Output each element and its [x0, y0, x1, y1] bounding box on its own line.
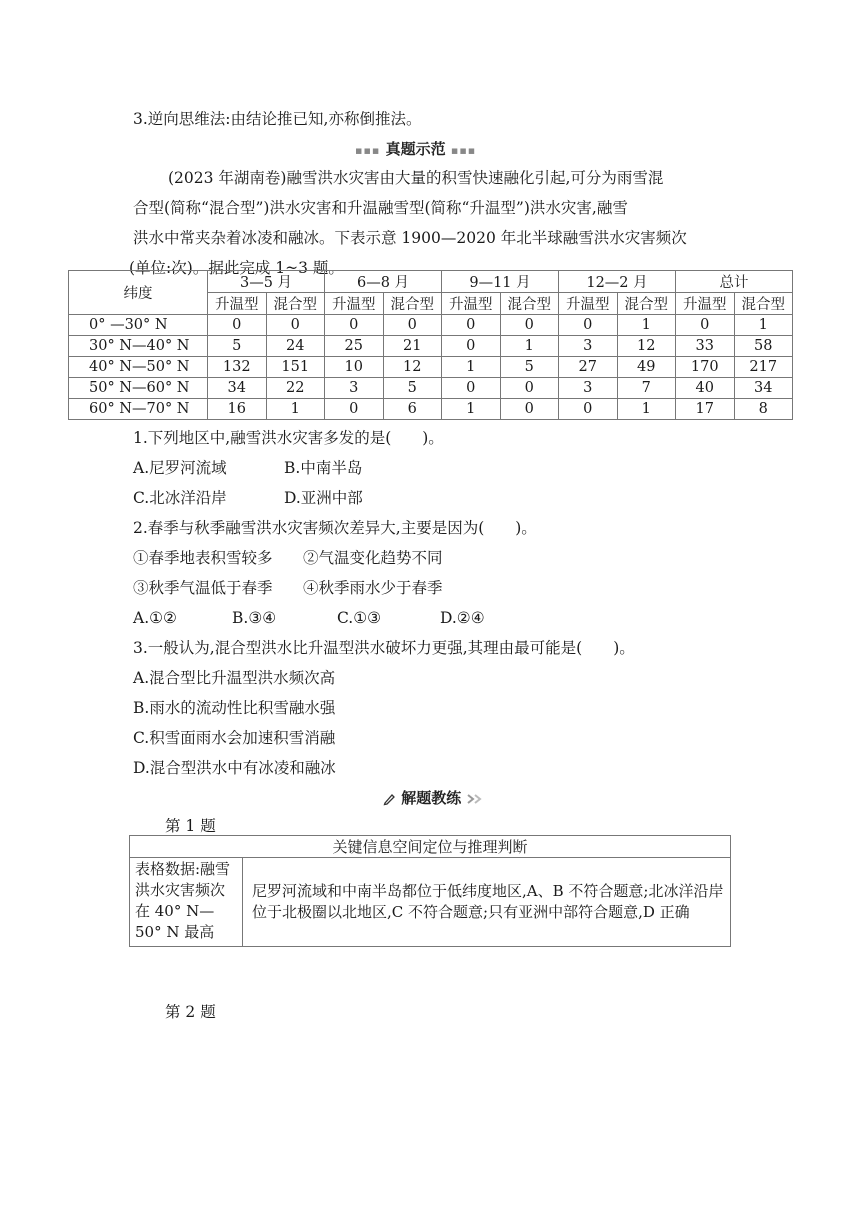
chevron-right-icon	[466, 789, 484, 807]
frequency-cell: 0	[325, 315, 384, 336]
frequency-cell: 1	[617, 399, 676, 420]
q3-stem: 3.一般认为,混合型洪水比升温型洪水破坏力更强,其理由最可能是( )。	[133, 639, 635, 657]
frequency-cell: 170	[676, 357, 735, 378]
q1-option-d[interactable]: D.亚洲中部	[284, 489, 363, 507]
frequency-cell: 0	[266, 315, 325, 336]
frequency-cell: 3	[325, 378, 384, 399]
key-info-table	[129, 835, 731, 947]
frequency-cell: 12	[617, 336, 676, 357]
section-header-jieti	[382, 787, 484, 809]
frequency-cell: 8	[734, 399, 793, 420]
frequency-cell: 0	[442, 378, 501, 399]
q1-option-a[interactable]: A.尼罗河流域	[133, 459, 227, 477]
table-row	[69, 399, 793, 420]
q3-option-a[interactable]: A.混合型比升温型洪水频次高	[133, 669, 336, 687]
latitude-cell: 50° N—60° N	[69, 378, 208, 399]
season-header: 3—5 月	[208, 271, 325, 293]
frequency-cell: 58	[734, 336, 793, 357]
season-header: 总计	[676, 271, 793, 293]
q2-option-c[interactable]: C.①③	[337, 609, 382, 627]
sub-question-2-label: 第 2 题	[165, 1003, 216, 1021]
frequency-cell: 34	[734, 378, 793, 399]
q2-stem: 2.春季与秋季融雪洪水灾害频次差异大,主要是因为( )。	[133, 519, 537, 537]
frequency-cell: 5	[500, 357, 559, 378]
frequency-cell: 0	[500, 315, 559, 336]
type-header: 混合型	[383, 293, 442, 315]
type-header: 混合型	[617, 293, 676, 315]
type-header: 升温型	[208, 293, 267, 315]
paragraph-line: (2023 年湖南卷)融雪洪水灾害由大量的积雪快速融化引起,可分为雨雪混	[168, 169, 664, 187]
q2-statement-4: ④秋季雨水少于春季	[303, 579, 443, 597]
frequency-cell: 151	[266, 357, 325, 378]
q2-option-d[interactable]: D.②④	[440, 609, 485, 627]
type-header: 升温型	[442, 293, 501, 315]
frequency-cell: 6	[383, 399, 442, 420]
frequency-cell: 24	[266, 336, 325, 357]
q1-stem: 1.下列地区中,融雪洪水灾害多发的是( )。	[133, 429, 444, 447]
frequency-cell: 27	[559, 357, 618, 378]
frequency-cell: 0	[383, 315, 442, 336]
left-dots-decoration: ▪▪▪	[355, 144, 381, 157]
frequency-cell: 1	[617, 315, 676, 336]
q2-statement-3: ③秋季气温低于春季	[133, 579, 273, 597]
frequency-cell: 5	[383, 378, 442, 399]
latitude-cell: 60° N—70° N	[69, 399, 208, 420]
frequency-cell: 25	[325, 336, 384, 357]
frequency-cell: 7	[617, 378, 676, 399]
frequency-cell: 49	[617, 357, 676, 378]
type-header: 混合型	[266, 293, 325, 315]
frequency-cell: 10	[325, 357, 384, 378]
frequency-cell: 1	[734, 315, 793, 336]
frequency-cell: 0	[500, 378, 559, 399]
latitude-header: 纬度	[69, 271, 208, 315]
frequency-cell: 1	[442, 399, 501, 420]
frequency-cell: 0	[500, 399, 559, 420]
frequency-cell: 1	[500, 336, 559, 357]
table-row	[69, 315, 793, 336]
info-table-right-cell: 尼罗河流域和中南半岛都位于低纬度地区,A、B 不符合题意;北冰洋沿岸位于北极圈以北地区,C 不符合题意;只有亚洲中部符合题意,D 正确	[243, 858, 731, 947]
right-dots-decoration: ▪▪▪	[450, 144, 477, 157]
frequency-cell: 0	[442, 315, 501, 336]
frequency-cell: 17	[676, 399, 735, 420]
type-header: 升温型	[559, 293, 618, 315]
season-header: 9—11 月	[442, 271, 559, 293]
frequency-cell: 3	[559, 378, 618, 399]
flood-frequency-table	[68, 270, 793, 420]
table-row	[69, 336, 793, 357]
type-header: 升温型	[325, 293, 384, 315]
paragraph-line: 洪水中常夹杂着冰凌和融冰。下表示意 1900—2020 年北半球融雪洪水灾害频次	[133, 229, 687, 247]
frequency-cell: 0	[559, 399, 618, 420]
season-header: 12—2 月	[559, 271, 676, 293]
latitude-cell: 40° N—50° N	[69, 357, 208, 378]
frequency-cell: 16	[208, 399, 267, 420]
table-row	[69, 378, 793, 399]
q3-option-b[interactable]: B.雨水的流动性比积雪融水强	[133, 699, 336, 717]
latitude-cell: 0° —30° N	[69, 315, 208, 336]
frequency-cell: 1	[442, 357, 501, 378]
frequency-cell: 132	[208, 357, 267, 378]
info-table-header: 关键信息空间定位与推理判断	[130, 836, 731, 858]
frequency-cell: 3	[559, 336, 618, 357]
intro-line: 3.逆向思维法:由结论推已知,亦称倒推法。	[133, 110, 422, 128]
frequency-cell: 0	[442, 336, 501, 357]
sub-question-1-label: 第 1 题	[165, 817, 216, 835]
q2-statement-2: ②气温变化趋势不同	[303, 549, 443, 567]
type-header: 混合型	[500, 293, 559, 315]
frequency-cell: 0	[676, 315, 735, 336]
q3-option-c[interactable]: C.积雪面雨水会加速积雪消融	[133, 729, 336, 747]
paragraph-line: 合型(简称“混合型”)洪水灾害和升温融雪型(简称“升温型”)洪水灾害,融雪	[133, 199, 628, 217]
section-header-zhenti	[355, 138, 476, 162]
type-header: 混合型	[734, 293, 793, 315]
pencil-icon	[382, 789, 401, 807]
frequency-cell: 33	[676, 336, 735, 357]
frequency-cell: 0	[559, 315, 618, 336]
section-title: 真题示范	[385, 140, 446, 158]
latitude-cell: 30° N—40° N	[69, 336, 208, 357]
frequency-cell: 21	[383, 336, 442, 357]
q2-statement-1: ①春季地表积雪较多	[133, 549, 273, 567]
frequency-cell: 0	[325, 399, 384, 420]
q2-option-b[interactable]: B.③④	[232, 609, 277, 627]
section-title: 解题教练	[401, 789, 462, 807]
frequency-cell: 5	[208, 336, 267, 357]
paragraph-line: (单位:次)。据此完成 1~3 题。	[129, 259, 344, 277]
table-row	[69, 357, 793, 378]
q1-option-c[interactable]: C.北冰洋沿岸	[133, 489, 227, 507]
frequency-cell: 1	[266, 399, 325, 420]
season-header: 6—8 月	[325, 271, 442, 293]
question-intro-paragraph	[129, 163, 733, 283]
frequency-cell: 217	[734, 357, 793, 378]
frequency-cell: 34	[208, 378, 267, 399]
frequency-cell: 40	[676, 378, 735, 399]
frequency-cell: 0	[208, 315, 267, 336]
q3-option-d[interactable]: D.混合型洪水中有冰凌和融冰	[133, 759, 336, 777]
info-table-left-cell: 表格数据:融雪洪水灾害频次在 40° N—50° N 最高	[130, 858, 243, 947]
frequency-cell: 22	[266, 378, 325, 399]
q2-option-a[interactable]: A.①②	[133, 609, 177, 627]
q1-option-b[interactable]: B.中南半岛	[284, 459, 363, 477]
frequency-cell: 12	[383, 357, 442, 378]
type-header: 升温型	[676, 293, 735, 315]
